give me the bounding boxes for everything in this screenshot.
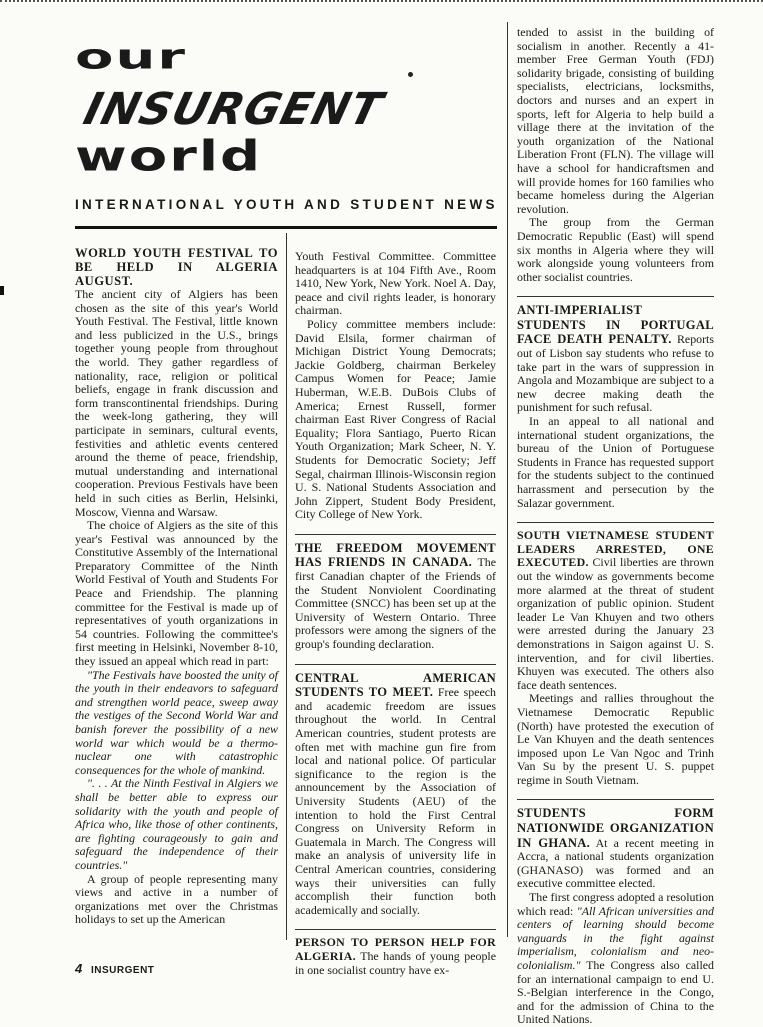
paragraph: The ancient city of Algiers has been chosen as the site of this year's World Youth Festival. The Festival, little known and less publicized in the U.S., brings together young people from throughout the world. They gather regardless of nationality, race, religion or political beliefs, engage in frank discussion and form transcontinental friendships. During the week-long gathering, they will participate in seminars, cultural events, festivities and athletic events centered around the theme of peace, friendship, mutual understanding and international cooperation. Previous Festivals have been held in such cities as Berlin, Helsinki, Moscow, Vienna and Warsaw. <box>75 287 278 519</box>
page-footer <box>75 961 154 976</box>
quote-paragraph: ". . . At the Ninth Festival in Algiers we shall be better able to express our solidarity with the youth and people of Africa who, like those of other continents, are fighting courageously to gain and safeguard the independence of their countries." <box>75 776 278 872</box>
column-1 <box>75 246 278 927</box>
headline-youth-festival: WORLD YOUTH FESTIVAL TO BE HELD IN ALGERIA AUGUST. <box>75 246 278 288</box>
headline-vietnam: SOUTH VIETNAMESE STUDENT LEADERS ARRESTED, ONE EXECUTED. <box>517 528 714 570</box>
column-2 <box>295 250 496 977</box>
masthead-line-our: our <box>75 36 187 78</box>
top-dotted-border <box>0 0 763 5</box>
headline-ghana: STUDENTS FORM NATIONWIDE ORGANIZATION IN GHANA. <box>517 806 714 850</box>
article-separator <box>295 929 496 930</box>
paragraph: The group from the German Democratic Republic (East) will spend six months in Algeria where they will work alongside young volunteers from other socialist countries. <box>517 215 714 284</box>
publication-name: INSURGENT <box>91 965 155 976</box>
paragraph: The choice of Algiers as the site of this year's Festival was announced by the Constitutive Assembly of the International Preparatory Committee of the Ninth World Festival of Youth and Students For Peace and Friendship. The planning committee for the Festival is made up of representatives of youth organizations in 54 countries. Following the committee's first meeting in Helsinki, November 8-10, they issued an appeal which read in part: <box>75 518 278 669</box>
headline-person-to-person: PERSON TO PERSON HELP FOR ALGERIA. <box>295 935 496 963</box>
paragraph: Youth Festival Committee. Committee headquarters is at 104 Fifth Ave., Room 1410, New York, New York. Noel A. Day, peace and civil rights leader, is honorary chairman. <box>295 249 496 318</box>
paragraph: Reports out of Lisbon say students who refuse to take part in the wars of suppression in Angola and Mozambique are subject to a new decree making death the punishment for such refusal. <box>517 332 714 415</box>
quote-paragraph: "The Festivals have boosted the unity of the youth in their endeavors to safeguard and strengthen world peace, sweep away the vestiges of the Second World War and banish forever the possibility of a new world war which would be a thermo-nuclear one with catastrophic consequences for the whole of mankind. <box>75 667 278 777</box>
masthead-line-insurgent: INSURGENT <box>78 84 388 135</box>
paragraph: The first Canadian chapter of the Friends of the Student Nonviolent Coordinating Committee (SNCC) has been set up at the University of Western Ontario. Three professors were among the signers of the group's founding declaration. <box>295 555 497 652</box>
article-separator <box>295 664 496 665</box>
margin-mark <box>0 286 4 295</box>
article-separator <box>517 799 714 800</box>
headline-central-american: CENTRAL AMERICAN STUDENTS TO MEET. <box>295 670 496 700</box>
decorative-dot <box>408 72 413 77</box>
headline-portugal: ANTI-IMPERIALIST STUDENTS IN PORTUGAL FACE DEATH PENALTY. <box>517 303 714 347</box>
paragraph: Civil liberties are thrown out the window as governments become more alarmed at the threat of student organization of public opinion. Student leader Le Van Khuyen and two others were arrested during the January 23 demonstrations in Saigon against U. S. intervention, and for civil liberties. Khuyen was executed. The others also face death sentences. <box>517 555 714 692</box>
article-separator <box>295 534 496 535</box>
column-divider-1 <box>286 233 287 940</box>
paragraph: Policy committee members include: David Elsila, former chairman of Michigan District Young Democrats; Jackie Goldberg, chairman Berkeley Campus Women for Peace; Jamie Huberman, W.E.B. DuBois Clubs of America; Ernest Russell, former chairman East River Congress of Racial Equality; Flora Santiago, Puerto Rican Youth Organization; Mark Scheer, N. Y. Students for Democratic Society; Jeff Segal, chairman Illinois-Wisconsin region U. S. National Students Association and John Zippert, Student Body President, City College of New York. <box>295 316 496 522</box>
section-subhead: INTERNATIONAL YOUTH AND STUDENT NEWS <box>75 197 498 212</box>
paragraph: The hands of young people in one socialist country have ex- <box>295 948 496 977</box>
paragraph: The first congress adopted a resolution which read: <box>517 890 714 918</box>
paragraph: Meetings and rallies throughout the Vietnamese Democratic Republic (North) have protested the execution of Le Van Khuyen and the death sentences imposed upon Le Van Ngoc and Trinh Van Su by the present U. S. puppet regime in South Vietnam. <box>517 691 714 787</box>
headline-freedom-movement: THE FREEDOM MOVEMENT HAS FRIENDS IN CANADA. <box>295 540 496 570</box>
subhead-rule <box>75 226 497 229</box>
masthead-line-world: world <box>75 132 263 181</box>
article-separator <box>517 296 714 297</box>
column-3 <box>517 26 714 1027</box>
paragraph: At a recent meeting in Accra, a national students organization (GHANASO) was formed and an executive committee elected. <box>517 835 714 891</box>
paragraph: In an appeal to all national and international student organizations, the bureau of the Union of Portuguese Students in France has requested support for the students subject to the continued harrassment and persecution by the Salazar government. <box>517 414 714 510</box>
paragraph: Free speech and academic freedom are issues throughout the world. In Central American countries, student protests are often met with machine gun fire from local and national police. Of particular significance to the region is the announcement by the Association of University Students (AEU) of the intention to hold the First Central Congress on University Reform in Guatemala in March. The Congress will make an analysis of university life in Central American countries, considering ways their universities can fully accomplish their function both academically and socially. <box>295 685 496 917</box>
article-separator <box>517 522 714 523</box>
paragraph: tended to assist in the building of socialism in another. Recently a 41-member Free German Youth (FDJ) solidarity brigade, consisting of building specialists, electricians, locksmiths, doctors and nurses and an expert in sports, left for Algeria to help build a village there at the invitation of the youth organization of the National Liberation Front (FLN). The village will have a school for handicraftsmen and will provide homes for 160 families who became homeless during the Algerian revolution. <box>517 25 714 216</box>
column-divider-2 <box>507 22 508 937</box>
page-number: 4 <box>75 961 83 976</box>
quote: "All African universities and centers of learning should become vanguards in the fight against imperialism, colonialism and neo-colonialism." <box>517 903 715 972</box>
paragraph: A group of people representing many views and active in a number of organizations met over the Christmas holidays to set up the American <box>75 871 278 927</box>
paragraph: The Congress also called for an international campaign to end U. S.-Belgian interference in the Congo, and for the admission of China to the United Nations. <box>517 958 714 1027</box>
